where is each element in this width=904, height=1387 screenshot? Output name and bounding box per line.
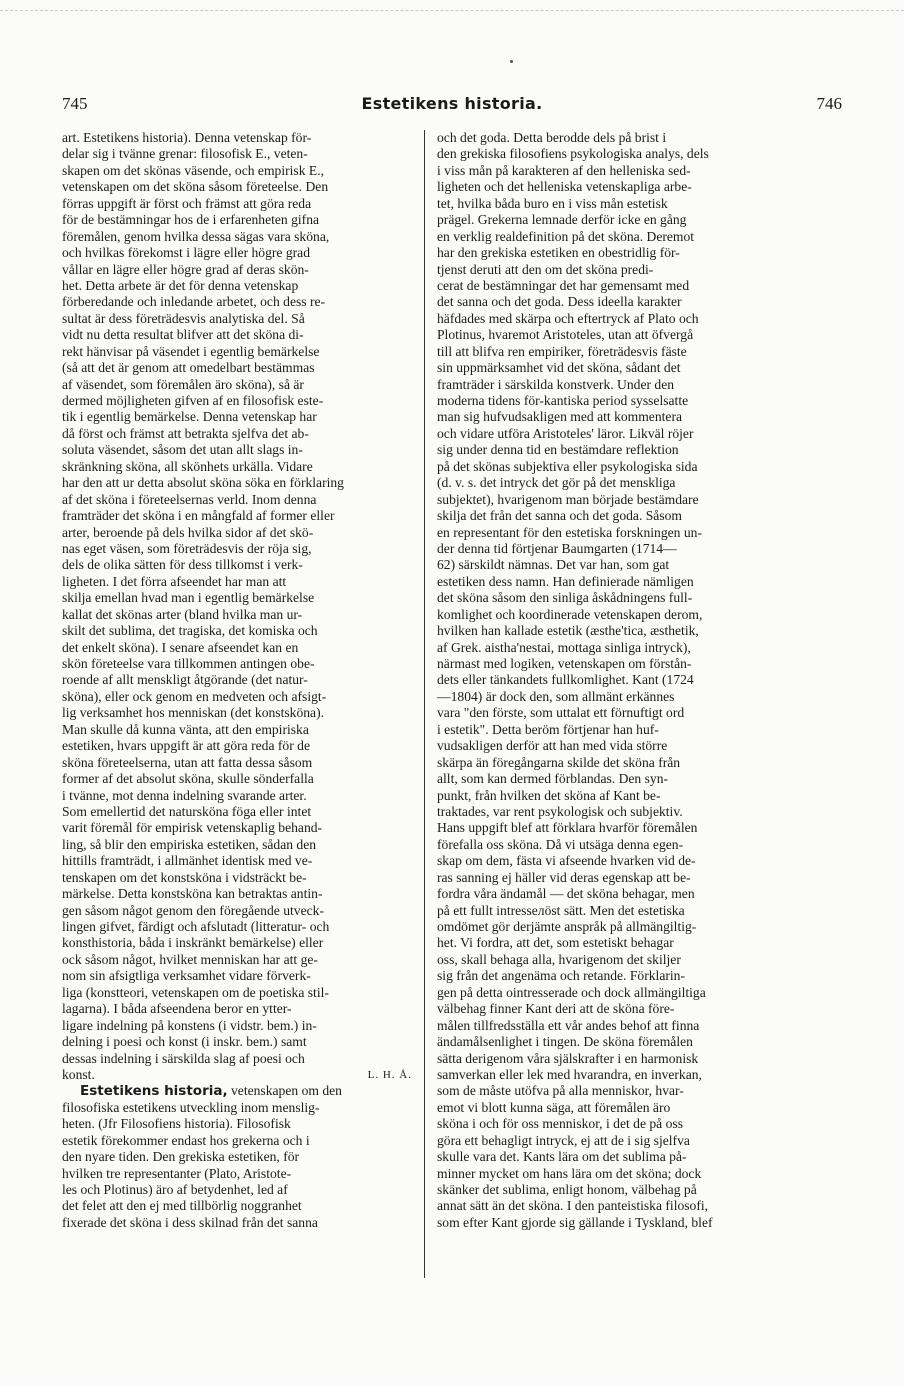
entry-line: estetik förekommer endast hos grekerna och i bbox=[62, 1132, 310, 1148]
entry-line: fixerade det sköna i dess skilnad från det sanna bbox=[62, 1214, 318, 1230]
text-line: har den att ur detta absolut sköna söka en förklaring bbox=[62, 475, 344, 491]
text-line: man sig hufvudsakligen med att kommentera bbox=[437, 409, 683, 425]
text-line: nom sin afsigtliga verksamhet vidare förverk- bbox=[62, 968, 311, 984]
text-line: konst. bbox=[62, 1066, 95, 1082]
text-line: punkt, från hvilken det sköna af Kant be- bbox=[437, 787, 661, 803]
entry-line: det felet att den ej med tillbörlig noggranhet bbox=[62, 1198, 302, 1214]
text-line: het. Detta arbete är det för denna vetenskap bbox=[62, 277, 299, 293]
entry-line: den nyare tiden. Den grekiska estetiken, för bbox=[62, 1149, 300, 1165]
text-line: häfdades med skärpa och eftertryck af Plato och bbox=[437, 310, 699, 326]
text-line: tjenst deruti att den om det sköna predi- bbox=[437, 261, 654, 277]
text-line: sultat är dess företrädesvis analytiska del. Så bbox=[62, 310, 305, 326]
text-line: delning i poesi och konst (i inskr. bem.) samt bbox=[62, 1034, 307, 1050]
text-line: för de bestämningar hos de i erfarenheten gifna bbox=[62, 212, 320, 228]
text-line: märkelse. Detta konstsköna kan betraktas antin- bbox=[62, 886, 323, 902]
text-line: sköna företeelserna, utan att fatta dessa såsom bbox=[62, 754, 313, 770]
text-line: som efter Kant gjorde sig gällande i Tyskland, blef bbox=[437, 1214, 713, 1230]
text-line: i tvänne, mot denna indelning svarande arter. bbox=[62, 787, 307, 803]
text-line: skilja det från det sanna och det goda. Såsom bbox=[437, 508, 682, 524]
entry-first-line-rest: vetenskapen om den bbox=[227, 1083, 342, 1099]
text-line: cerat de bestämningar det har gemensamt med bbox=[437, 277, 690, 293]
text-line: gen såsom något genom den föregående utveck- bbox=[62, 902, 324, 918]
text-line: i estetik". Detta beröm förtjenar han huf- bbox=[437, 721, 659, 737]
text-line: hittills framträdt, i allmänhet identisk med ve- bbox=[62, 853, 313, 869]
text-line: arter, beroende på dels hvilka sidor af det skö- bbox=[62, 524, 314, 540]
text-line: oss, skall behaga alla, hvarigenom det skiljer bbox=[437, 951, 681, 967]
text-line: prägel. Grekerna lemnade derför icke en gång bbox=[437, 212, 687, 228]
text-line: lig verksamhet hos menniskan (det konstsköna). bbox=[62, 705, 325, 721]
text-line: sin uppmärksamhet vid det sköna, sådant det bbox=[437, 360, 681, 376]
text-line: skilt det sublima, det tragiska, det komiska och bbox=[62, 623, 318, 639]
text-line: det sanna och det goda. Dess ideella karakter bbox=[437, 294, 682, 310]
text-line: delar sig i tvänne grenar: filosofisk E., veten- bbox=[62, 146, 308, 162]
text-line: ligheten och det helleniska vetenskapliga arbe- bbox=[437, 179, 692, 195]
text-line: och vidare utföra Aristoteles' läror. Likväl röjer bbox=[437, 425, 694, 441]
text-line: sköna i och för oss menniskor, i det de på oss bbox=[437, 1116, 683, 1132]
text-line: i viss mån på karakteren af den helleniska sed- bbox=[437, 162, 691, 178]
text-line: gen på detta ointresserade och dock allmängiltiga bbox=[437, 984, 706, 1000]
text-line: allt, som kan dermed förblandas. Den syn- bbox=[437, 771, 669, 787]
text-line: (så att det är genom att omedelbart bestämmas bbox=[62, 360, 315, 376]
text-line: dets eller tänkandets fullkomlighet. Kant (1724 bbox=[437, 672, 694, 688]
text-line: —1804) är dock den, som allmänt erkännes bbox=[437, 688, 675, 704]
text-line: art. Estetikens historia). Denna vetenskap för- bbox=[62, 130, 312, 145]
text-line: föremålen, genom hvilka dessa sägas vara sköna, bbox=[62, 228, 330, 244]
entry-line: hvilken tre representanter (Plato, Aristote- bbox=[62, 1165, 292, 1181]
text-line: annat sätt än det sköna. I den panteistiska filosofi, bbox=[437, 1198, 709, 1214]
text-line: lagarna). I båda afseendena beror en ytter- bbox=[62, 1001, 292, 1017]
text-line: då först och främst att betrakta sjelfva det ab- bbox=[62, 425, 309, 441]
text-line: 62) särskildt nämnas. Det var han, som gat bbox=[437, 557, 670, 573]
text-line: dessas indelning i särskilda slag af poesi och bbox=[62, 1050, 305, 1066]
text-line: ligare indelning på konstens (i vidstr. bem.) in- bbox=[62, 1017, 317, 1033]
left-column bbox=[62, 130, 412, 1231]
text-line: välbehag finner Kant deri att de sköna före- bbox=[437, 1001, 675, 1017]
text-line: framträder det sköna i en mångfald af former eller bbox=[62, 508, 335, 524]
text-line: det enkelt sköna). I senare afseendet kan en bbox=[62, 639, 299, 655]
text-line: sig från det angenäma och retande. Förklarin- bbox=[437, 968, 685, 984]
page-number-left: 745 bbox=[62, 94, 88, 113]
text-line: moderna tidens för-kantiska period sysselsatte bbox=[437, 393, 689, 408]
text-line: som de måste utöfva på alla menniskor, hvar- bbox=[437, 1083, 684, 1099]
text-line: traktades, var rent psykologisk och subjektiv. bbox=[437, 803, 683, 819]
text-line: förras uppgift är först och främst att göra reda bbox=[62, 195, 312, 211]
page-number-right: 746 bbox=[816, 94, 842, 113]
text-line: former af det absolut sköna, skulle sönderfalla bbox=[62, 771, 314, 787]
text-line: till att blifva ren empiriker, företrädesvis fäste bbox=[437, 343, 687, 359]
text-line: tet, hvilka båda buro en i viss mån estetisk bbox=[437, 195, 668, 211]
text-line: skränkning sköna, all skönhets urkälla. Vidare bbox=[62, 458, 313, 474]
text-line: ras sanning ej häller vid deras egenskap att be- bbox=[437, 869, 691, 885]
text-line: ligheten. I det förra afseendet har man att bbox=[62, 573, 287, 589]
text-line: rekt hänvisar på väsendet i egentlig bemärkelse bbox=[62, 343, 320, 359]
text-line: tik i egentlig bemärkelse. Denna vetenskap har bbox=[62, 409, 317, 425]
entry-first-line bbox=[62, 1083, 412, 1099]
text-line: af Grek. aistha'nestai, mottaga sinliga intryck), bbox=[437, 639, 691, 655]
text-line: der denna tid förtjenar Baumgarten (1714— bbox=[437, 540, 677, 556]
text-line: och hvilkas förekomst i lägre eller högre grad bbox=[62, 245, 310, 261]
text-line: den grekiska filosofiens psykologiska analys, dels bbox=[437, 146, 709, 162]
entry-line: filosofiska estetikens utveckling inom menslig- bbox=[62, 1099, 320, 1115]
text-line: kallat det skönas arter (bland hvilka man ur- bbox=[62, 606, 303, 622]
scan-speck bbox=[510, 60, 513, 63]
text-line: dermed möjligheten gifven af en filosofisk este- bbox=[62, 393, 324, 408]
text-line: skulle vara det. Kants lära om det sublima på- bbox=[437, 1149, 687, 1165]
text-line: Som emellertid det natursköna föga eller intet bbox=[62, 803, 312, 819]
text-line: ling, så blir den empiriska estetiken, sådan den bbox=[62, 836, 317, 852]
text-line: af väsendet, som föremålen äro sköna), så är bbox=[62, 376, 304, 392]
text-line: sig under denna tid en bestämdare reflektion bbox=[437, 442, 679, 458]
text-line: estetiken dess namn. Han definierade nämligen bbox=[437, 573, 694, 589]
text-line: det sköna såsom den sinliga åskådningens full- bbox=[437, 590, 693, 606]
text-line: hvilken han kallade estetik (æsthe'tica, æsthetik, bbox=[437, 623, 699, 639]
text-line: (d. v. s. det intryck det gör på det menskliga bbox=[437, 475, 676, 491]
text-line: omdömet gör derjämte anspråk på allmängiltig- bbox=[437, 919, 697, 934]
text-line: komlighet och koordinerade vetenskapen derom, bbox=[437, 606, 703, 622]
text-line: samverkan eller lek med hvarandra, en inverkan, bbox=[437, 1066, 702, 1082]
text-line: ändamålsenlighet i tingen. De sköna föremålen bbox=[437, 1034, 693, 1050]
right-column bbox=[437, 130, 783, 1231]
text-line: nas eget väsen, som företrädesvis der röja sig, bbox=[62, 540, 312, 556]
text-line: Hans uppgift blef att förklara hvarför föremålen bbox=[437, 820, 698, 836]
text-line: Man skulle då kunna vänta, att den empiriska bbox=[62, 721, 309, 737]
text-line: vidt nu detta resultat blifver att det sköna di- bbox=[62, 327, 304, 343]
entry-line: les och Plotinus) äro af betydenhet, led af bbox=[62, 1182, 288, 1197]
text-line: skilja emellan hvad man i egentlig bemärkelse bbox=[62, 590, 315, 606]
closing-line bbox=[62, 1067, 412, 1083]
text-line: subjektet), hvarigenom man började bestämdare bbox=[437, 491, 699, 507]
text-line: vudsakligen derför att han med vida större bbox=[437, 738, 668, 754]
text-line: het. Vi fordra, att det, som estetiskt behagar bbox=[437, 935, 674, 951]
text-line: på det skönas subjektiva eller psykologiska sida bbox=[437, 458, 698, 474]
text-line: sköna), eller ock genom en medveten och afsigt- bbox=[62, 688, 327, 704]
running-title: Estetikens historia. bbox=[361, 94, 543, 113]
text-line: lingen gifvet, färdigt och afslutadt (litteratur- och bbox=[62, 919, 330, 934]
text-line: en representant för den estetiska forskningen un- bbox=[437, 524, 702, 540]
text-line: förberedande och inledande arbetet, och dess re- bbox=[62, 294, 326, 310]
text-line: minner mycket om hans lära om det sköna; dock bbox=[437, 1165, 702, 1181]
text-line: tenskapen om det konstsköna i vidsträckt be- bbox=[62, 869, 307, 885]
text-line: på ett fullt intresseлöst sätt. Men det estetiska bbox=[437, 902, 685, 918]
text-line: en verklig realdefinition på det sköna. Deremot bbox=[437, 228, 695, 244]
text-line: dels de olika sätten för dess tillkomst i verk- bbox=[62, 557, 303, 573]
text-line: soluta väsendet, såsom det utan allt slags in- bbox=[62, 442, 303, 458]
text-line: konsthistoria, båda i inskränkt bemärkelse) eller bbox=[62, 935, 324, 951]
text-line: och det goda. Detta berodde dels på brist i bbox=[437, 130, 667, 145]
text-line: skapen om det skönas väsende, och empirisk E., bbox=[62, 162, 324, 178]
text-line: estetiken, hvars uppgift är att göra reda för de bbox=[62, 738, 310, 754]
text-line: skänker det sublima, enligt honom, välbehag på bbox=[437, 1182, 697, 1197]
text-line: förefalla oss sköna. Då vi utsäga denna egen- bbox=[437, 836, 684, 852]
text-line: emot vi blott kunna säga, att föremålen äro bbox=[437, 1099, 671, 1115]
text-line: varit föremål för empirisk vetenskaplig behand- bbox=[62, 820, 323, 836]
text-line: skärpa än föregångarna skilde det sköna från bbox=[437, 754, 681, 770]
text-line: roende af allt menskligt åtgörande (det natur- bbox=[62, 672, 308, 688]
text-line: vara "den förste, som uttalat ett förnuftigt ord bbox=[437, 705, 685, 721]
text-line: vetenskapen om det sköna såsom företeelse. Den bbox=[62, 179, 329, 195]
text-line: framträder i särskilda konstverk. Under den bbox=[437, 376, 675, 392]
text-line: skap om dem, fästa vi afseende hvarken vid de- bbox=[437, 853, 696, 869]
text-line: af det sköna i företeelsernas verld. Inom denna bbox=[62, 491, 317, 507]
text-line: Plotinus, hvaremot Aristoteles, utan att öfvergå bbox=[437, 327, 694, 343]
scan-top-rule bbox=[0, 10, 904, 12]
author-signature: L. H. Å. bbox=[367, 1068, 412, 1081]
text-line: sätta derigenom våra själskrafter i en harmonisk bbox=[437, 1050, 699, 1066]
text-line: vållar en lägre eller högre grad af deras skön- bbox=[62, 261, 309, 277]
text-line: göra ett behagligt intryck, ej att de i sig sjelfva bbox=[437, 1132, 690, 1148]
text-line: fordra våra ändamål — det sköna behagar, men bbox=[437, 886, 695, 902]
text-line: liga (konstteori, vetenskapen om de poetiska stil- bbox=[62, 984, 329, 1000]
text-line: närmast med logiken, vetenskapen om förstån- bbox=[437, 656, 692, 671]
text-line: skön företeelse vara tillkommen antingen obe- bbox=[62, 656, 315, 671]
text-line: har den grekiska estetiken en obestridlig för- bbox=[437, 245, 680, 261]
page-header bbox=[62, 94, 842, 120]
entry-headword: Estetikens historia, bbox=[80, 1083, 228, 1100]
entry-line: heten. (Jfr Filosofiens historia). Filosofisk bbox=[62, 1116, 291, 1132]
column-divider bbox=[424, 130, 425, 1278]
text-line: målen tillfredsställa ett vår andes behof att finna bbox=[437, 1017, 700, 1033]
text-line: ock såsom något, hvilket menniskan har att ge- bbox=[62, 951, 318, 967]
